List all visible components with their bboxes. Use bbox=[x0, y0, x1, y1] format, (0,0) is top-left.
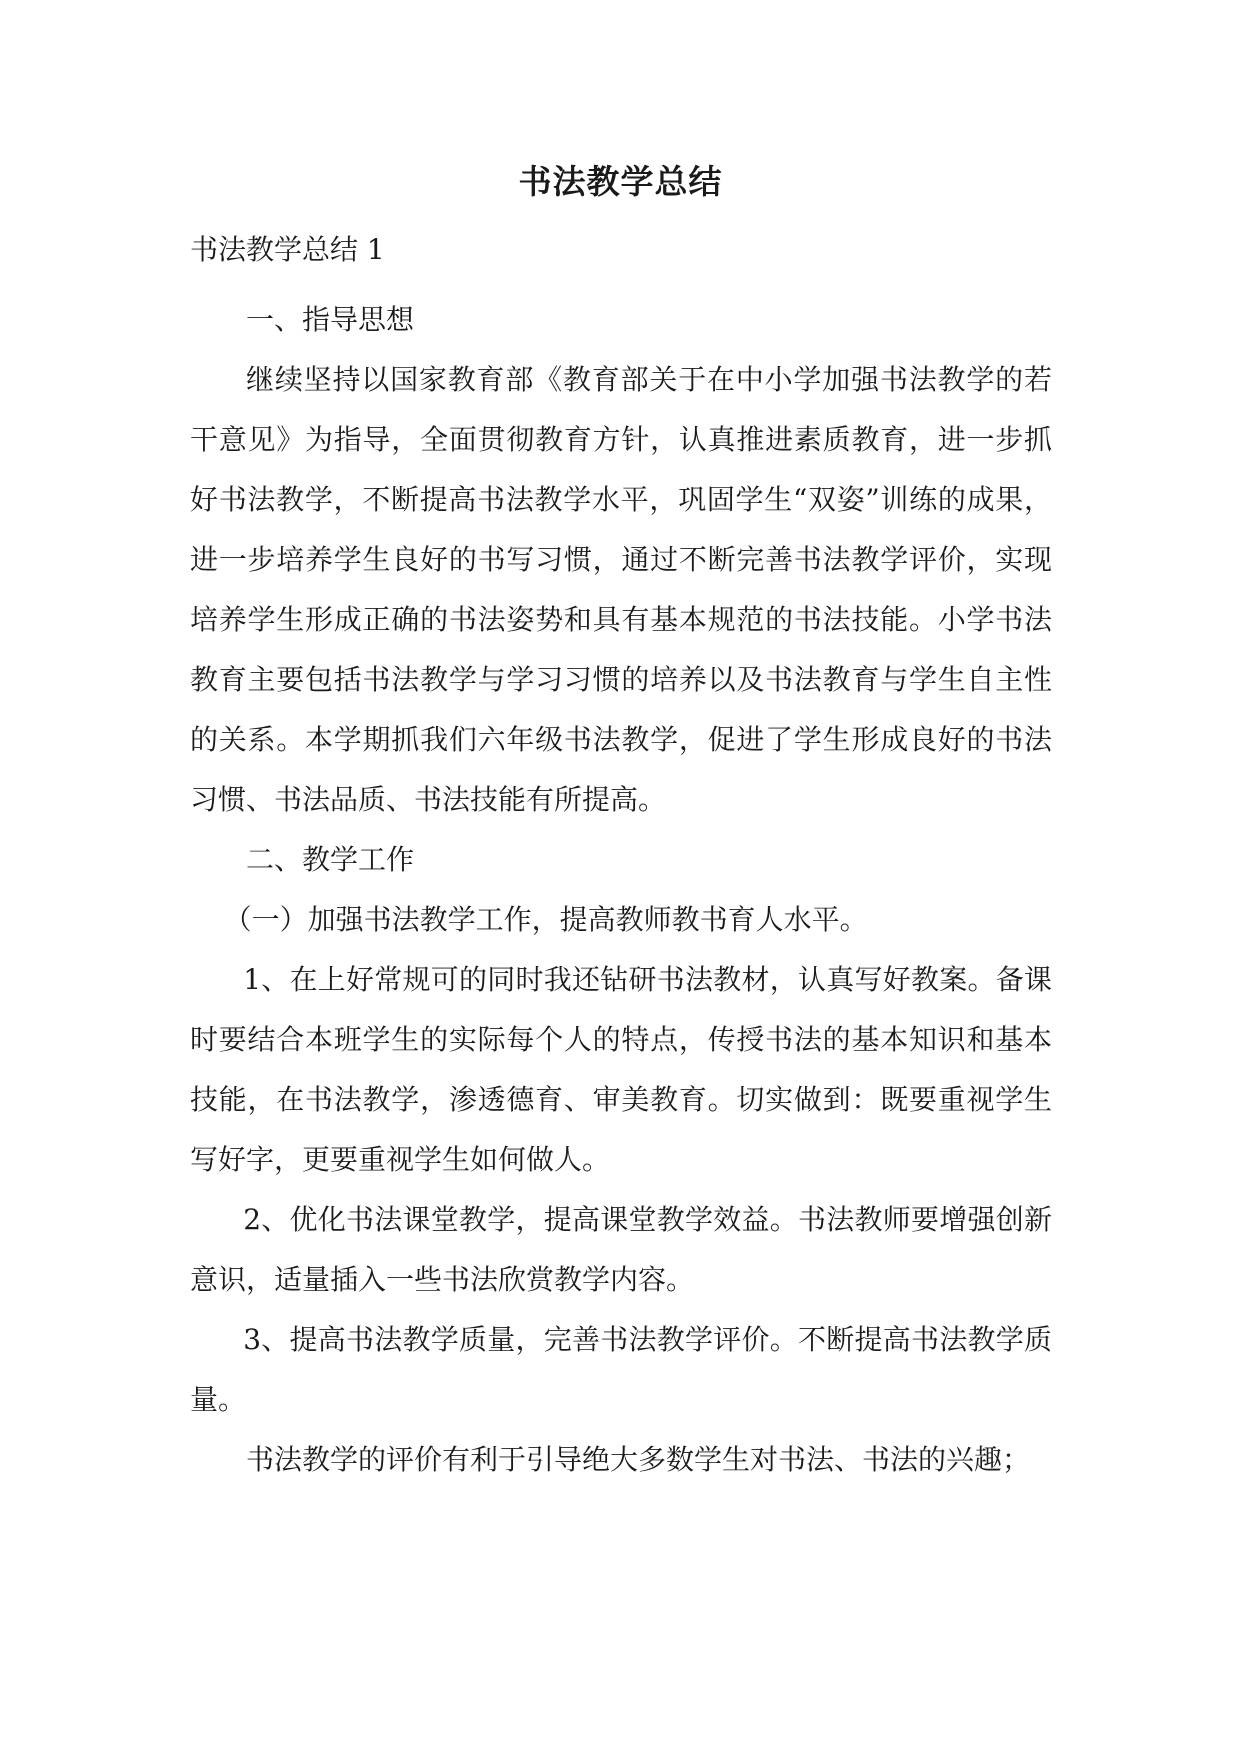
paragraph-item-1: 1、在上好常规可的同时我还钻研书法教材，认真写好教案。备课时要结合本班学生的实际每个人的特点，传授书法的基本知识和基本技能，在书法教学，渗透德育、审美教育。切实做到：既要重视学生写好字，更要重视学生如何做人。 bbox=[190, 963, 1052, 1176]
document-body bbox=[190, 290, 1052, 1490]
heading-guiding-ideology: 一、指导思想 bbox=[246, 303, 415, 336]
paragraph-item-2: 2、优化书法课堂教学，提高课堂教学效益。书法教师要增强创新意识，适量插入一些书法欣赏教学内容。 bbox=[190, 1203, 1052, 1296]
document-title: 书法教学总结 bbox=[518, 162, 723, 201]
subheading-strengthen-teaching: （一）加强书法教学工作，提高教师教书育人水平。 bbox=[223, 903, 868, 936]
section-subtitle: 书法教学总结 1 bbox=[190, 233, 385, 266]
heading-teaching-work: 二、教学工作 bbox=[246, 843, 415, 876]
paragraph-evaluation: 书法教学的评价有利于引导绝大多数学生对书法、书法的兴趣； bbox=[246, 1443, 1031, 1476]
paragraph-item-3: 3、提高书法教学质量，完善书法教学评价。不断提高书法教学质量。 bbox=[190, 1323, 1052, 1416]
paragraph-guiding-ideology: 继续坚持以国家教育部《教育部关于在中小学加强书法教学的若干意见》为指导，全面贯彻教育方针，认真推进素质教育，进一步抓好书法教学，不断提高书法教学水平，巩固学生“双姿”训练的成果，进一步培养学生良好的书写习惯，通过不断完善书法教学评价，实现培养学生形成正确的书法姿势和具有基本规范的书法技能。小学书法教育主要包括书法教学与学习习惯的培养以及书法教育与学生自主性的关系。本学期抓我们六年级书法教学，促进了学生形成良好的书法习惯、书法品质、书法技能有所提高。 bbox=[190, 363, 1052, 816]
